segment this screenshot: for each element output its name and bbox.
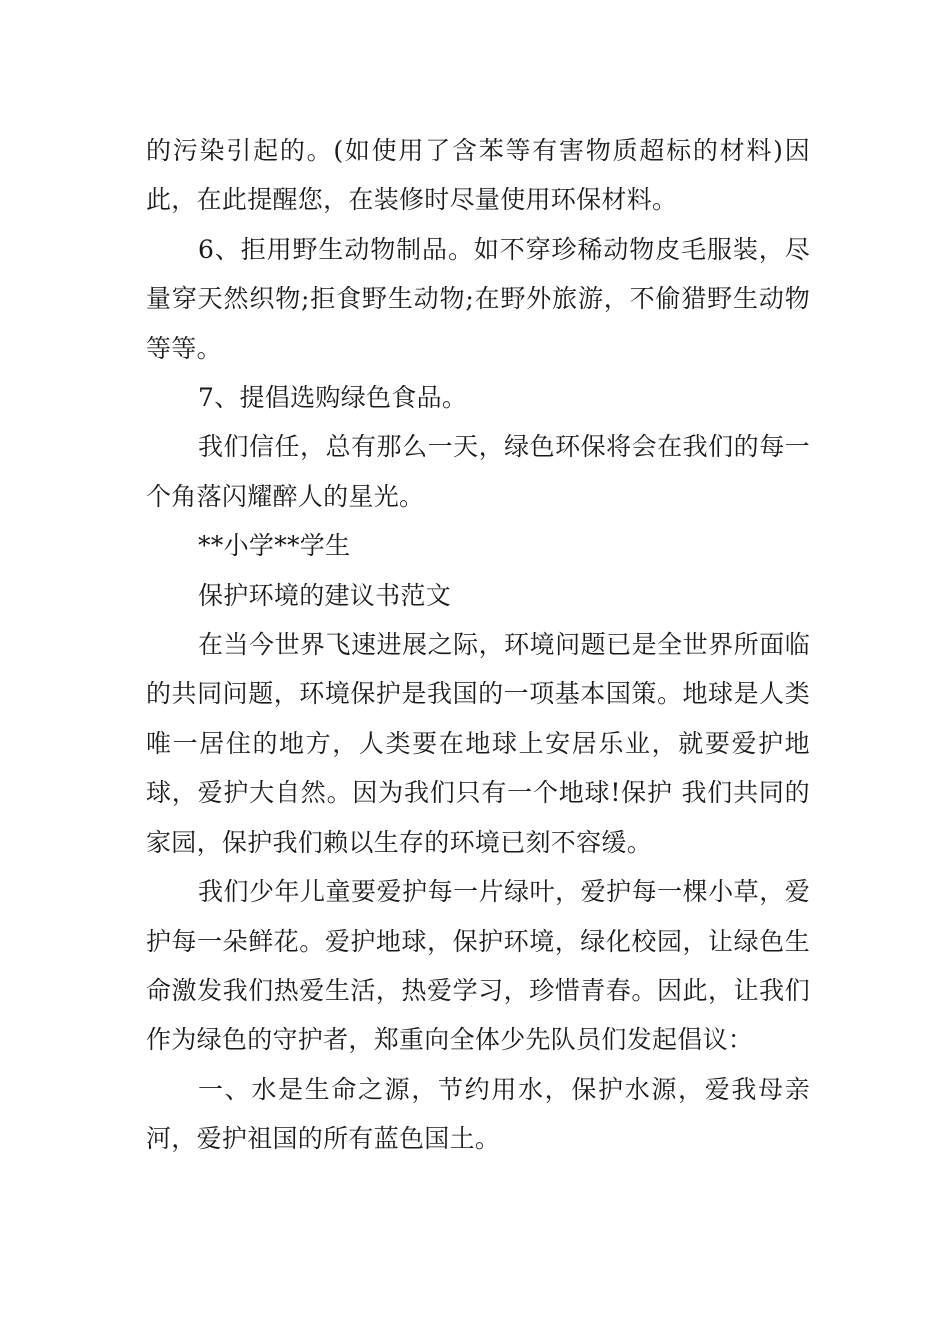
paragraph-wildlife-products: 6、拒用野生动物制品。如不穿珍稀动物皮毛服装，尽量穿天然织物;拒食野生动物;在野外旅游，不偷猎野生动物等等。 [146, 234, 810, 363]
signature-line: **小学**学生 [198, 531, 351, 561]
paragraph-closing-hope: 我们信任，总有那么一天，绿色环保将会在我们的每一个角落闪耀醉人的星光。 [146, 432, 810, 511]
paragraph-youth-proposal: 我们少年儿童要爱护每一片绿叶，爱护每一棵小草，爱护每一朵鲜花。爱护地球，保护环境，绿化校园，让绿色生命激发我们热爱生活，热爱学习，珍惜青春。因此，让我们作为绿色的守护者，郑重向全体少先队员们发起倡议： [146, 877, 810, 1055]
section-title: 保护环境的建议书范文 [198, 580, 452, 610]
document-body [146, 126, 810, 1164]
paragraph-intro: 在当今世界飞速进展之际，环境问题已是全世界所面临的共同问题，环境保护是我国的一项基本国策。地球是人类唯一居住的地方，人类要在地球上安居乐业，就要爱护地球，爱护大自然。因为我们只有一个地球!保护 我们共同的家园，保护我们赖以生存的环境已刻不容缓。 [146, 630, 810, 857]
paragraph-renovation-materials: 的污染引起的。(如使用了含苯等有害物质超标的材料)因此，在此提醒您，在装修时尽量使用环保材料。 [146, 136, 810, 215]
paragraph-water-item: 一、水是生命之源，节约用水，保护水源，爱我母亲河，爱护祖国的所有蓝色国土。 [146, 1074, 810, 1154]
paragraph-green-food: 7、提倡选购绿色食品。 [198, 383, 468, 413]
